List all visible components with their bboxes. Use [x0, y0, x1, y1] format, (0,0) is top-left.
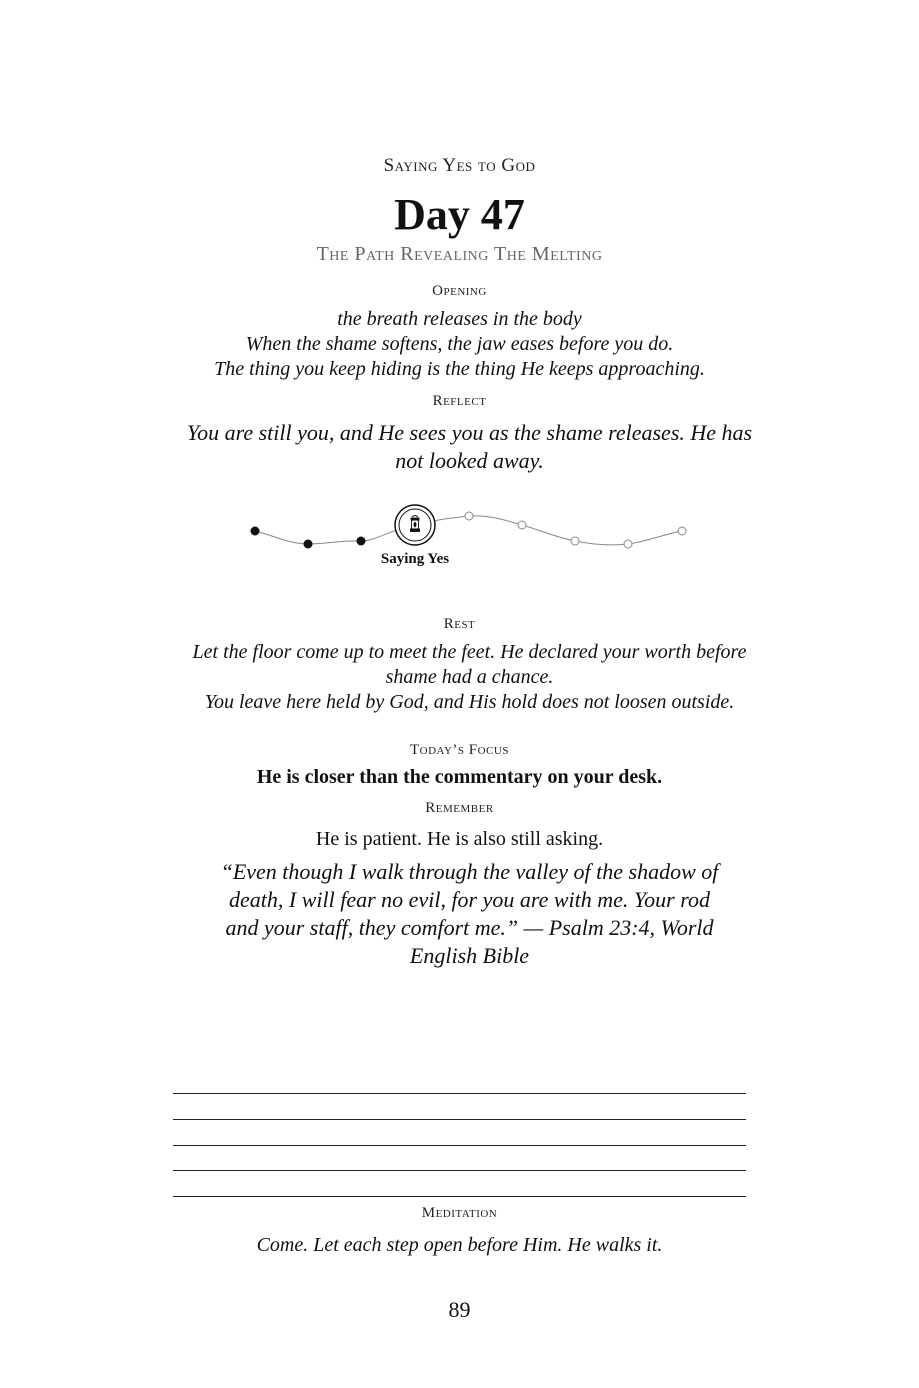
- series-title: Saying Yes to God: [383, 155, 536, 176]
- journal-line[interactable]: [173, 1170, 746, 1171]
- rest-line: Let the floor come up to meet the feet. He declared your worth before shame had a chance.: [192, 641, 747, 688]
- path-step-completed: [304, 540, 313, 549]
- meditation-text: Come. Let each step open before Him. He walks it.: [256, 1234, 663, 1256]
- opening-line: The thing you keep hiding is the thing He keeps approaching.: [214, 358, 705, 380]
- path-step-upcoming: [678, 527, 686, 535]
- opening-text: [0, 307, 919, 382]
- opening-line: the breath releases in the body: [337, 308, 582, 330]
- progress-path: [0, 490, 919, 580]
- journal-line[interactable]: [173, 1119, 746, 1120]
- day-title: Day 47: [394, 190, 525, 239]
- meditation-label: Meditation: [421, 1205, 498, 1221]
- focus-label: Today’s Focus: [410, 742, 509, 758]
- path-step-upcoming: [465, 512, 473, 520]
- opening-line: When the shame softens, the jaw eases before you do.: [245, 333, 674, 355]
- path-current-label: Saying Yes: [380, 551, 450, 567]
- remember-text: He is patient. He is also still asking.: [315, 828, 604, 850]
- path-step-current: [395, 505, 435, 545]
- journal-line[interactable]: [173, 1093, 746, 1094]
- opening-label: Opening: [432, 283, 487, 299]
- rest-line: You leave here held by God, and His hold does not loosen outside.: [204, 691, 735, 713]
- path-step-upcoming: [518, 521, 526, 529]
- scripture-verse: “Even though I walk through the valley of the shadow of death, I will fear no evil, for you are with me. Your rod and your staff, they comfort me.” — Psalm 23:4, World English Bible: [220, 859, 719, 968]
- day-subtitle: The Path Revealing The Melting: [316, 243, 603, 265]
- reflect-text: You are still you, and He sees you as the shame releases. He has not looked away.: [186, 420, 753, 473]
- path-step-completed: [251, 527, 260, 536]
- focus-text: He is closer than the commentary on your desk.: [256, 766, 663, 788]
- journal-line[interactable]: [173, 1145, 746, 1146]
- reflect-label: Reflect: [432, 393, 487, 409]
- path-step-upcoming: [571, 537, 579, 545]
- journal-line[interactable]: [173, 1196, 746, 1197]
- lantern-icon: [411, 516, 420, 532]
- path-step-upcoming: [624, 540, 632, 548]
- path-step-completed: [357, 537, 366, 546]
- rest-text: [170, 640, 769, 715]
- rest-label: Rest: [443, 616, 476, 632]
- remember-label: Remember: [425, 800, 494, 816]
- page-number: 89: [448, 1297, 471, 1322]
